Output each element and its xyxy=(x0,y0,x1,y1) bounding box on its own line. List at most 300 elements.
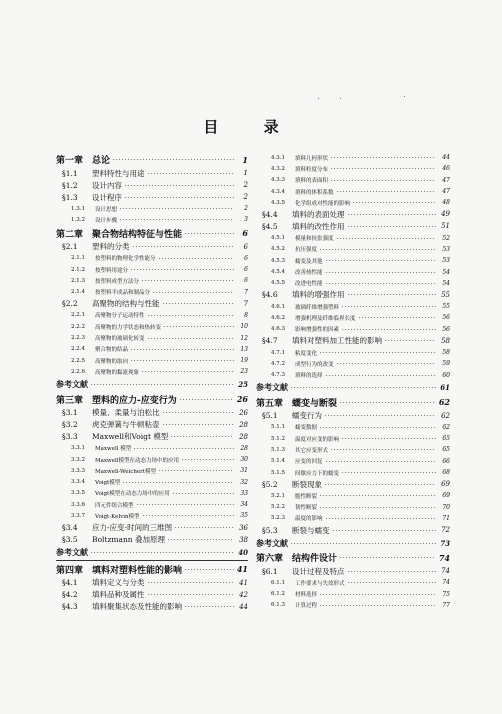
entry-title: 间歇应力下的蠕变 xyxy=(295,470,340,477)
entry-title: 塑料的应力-应变行为 xyxy=(92,395,177,406)
entry-page-number: 56 xyxy=(442,314,450,322)
entry-title: 总论 xyxy=(92,156,111,166)
dot-leader xyxy=(119,219,234,220)
toc-entry-sub xyxy=(256,266,450,277)
toc-entry-sub xyxy=(256,324,450,335)
toc-entry-section xyxy=(256,524,450,536)
entry-number: 4.7.1 xyxy=(271,349,285,356)
dot-leader xyxy=(290,387,436,388)
entry-number: 第三章 xyxy=(56,395,84,406)
entry-title: 温度的影响 xyxy=(295,516,323,523)
entry-title: 设计过程及特点 xyxy=(292,566,345,576)
entry-number: 4.3.2 xyxy=(271,165,285,172)
entry-page-number: 66 xyxy=(442,457,450,465)
entry-number: 4.5.5 xyxy=(271,280,285,287)
entry-page-number: 19 xyxy=(240,357,248,365)
entry-page-number: 65 xyxy=(442,435,450,443)
toc-entry-sub xyxy=(256,358,450,369)
dot-leader xyxy=(174,527,234,528)
toc-entry-sub xyxy=(256,163,450,174)
entry-title: Voigt模型在动态力场中的应用 xyxy=(95,491,170,498)
entry-page-number: 6 xyxy=(244,266,248,274)
toc-entry-sub xyxy=(256,513,450,524)
entry-title: 设计思想 xyxy=(95,206,118,213)
entry-title: 四元件组合模型 xyxy=(95,502,134,509)
entry-page-number: 42 xyxy=(239,590,248,599)
dot-leader xyxy=(158,470,234,471)
entry-title: 改善热性能 xyxy=(295,270,323,277)
entry-title: Voigt模型 xyxy=(95,480,121,487)
entry-page-number: 44 xyxy=(239,602,248,611)
dot-leader xyxy=(341,438,436,439)
dot-leader xyxy=(352,202,436,203)
entry-number: §3.5 xyxy=(62,535,78,545)
entry-title: 高聚物的力学状态和热转变 xyxy=(95,324,162,331)
entry-title: 蠕变与断裂 xyxy=(292,398,338,409)
toc-entry-sub xyxy=(256,490,450,501)
entry-page-number: 74 xyxy=(442,579,450,587)
toc-entry-chapter xyxy=(56,562,248,577)
dot-leader xyxy=(124,197,234,198)
entry-number: 4.3.4 xyxy=(271,188,285,195)
toc-entry-sub xyxy=(56,454,248,465)
entry-title: 填料的选择 xyxy=(295,373,323,380)
entry-title: 韧性断裂 xyxy=(295,505,318,512)
toc-entry-chapter xyxy=(256,395,450,410)
entry-number: 3.3.4 xyxy=(71,479,85,486)
entry-page-number: 59 xyxy=(442,360,450,368)
dot-leader xyxy=(90,384,234,385)
toc-entry-sub xyxy=(56,355,248,366)
entry-number: 2.2.1 xyxy=(71,312,85,319)
entry-title: 填料粒度分布 xyxy=(295,166,329,173)
toc-entry-sub xyxy=(256,369,450,380)
entry-title: 温度对应变的影响 xyxy=(295,436,340,443)
entry-page-number: 46 xyxy=(442,165,450,173)
entry-page-number: 7 xyxy=(244,288,248,296)
dot-leader xyxy=(133,448,234,449)
entry-number: §5.2 xyxy=(262,479,278,489)
dot-leader xyxy=(347,294,437,295)
dot-leader xyxy=(147,315,234,316)
dot-leader xyxy=(319,495,436,496)
toc-entry-sub xyxy=(56,344,248,355)
entry-number: 2.1.1 xyxy=(71,255,85,262)
entry-page-number: 23 xyxy=(240,368,248,376)
entry-title: 按塑料成型方法分 xyxy=(95,278,140,285)
toc-entry-sub xyxy=(56,499,248,510)
entry-number: §2.1 xyxy=(62,242,78,252)
toc-entry-sub xyxy=(256,244,450,255)
toc-entry-sub xyxy=(56,488,248,499)
entry-title: 应力-应变-时间的三维图 xyxy=(92,523,173,533)
dot-leader xyxy=(325,272,436,273)
toc-entry-sub xyxy=(256,301,450,312)
toc-entry-section xyxy=(56,534,248,546)
entry-page-number: 6 xyxy=(242,228,248,239)
entry-title: 填料对塑料加工性能的影响 xyxy=(292,336,382,346)
entry-page-number: 3 xyxy=(244,216,248,224)
entry-title: 聚合物结构特征与性能 xyxy=(92,229,183,240)
toc-entry-sub xyxy=(256,577,450,588)
entry-page-number: 49 xyxy=(441,210,450,219)
entry-number: §4.3 xyxy=(62,602,78,612)
toc-entry-chapter xyxy=(256,550,450,565)
entry-number: 6.1.2 xyxy=(271,591,285,598)
toc-entry-sub xyxy=(56,321,248,332)
page-title: 目 录 xyxy=(203,118,299,136)
entry-number: §4.1 xyxy=(62,578,78,588)
toc-entry-sub xyxy=(56,465,248,476)
entry-number: 3.3.5 xyxy=(71,490,85,497)
entry-page-number: 65 xyxy=(442,446,450,454)
entry-number: 4.5.1 xyxy=(271,235,285,242)
entry-page-number: 73 xyxy=(440,538,450,548)
toc-entry-section xyxy=(56,241,248,253)
toc-entry-refs xyxy=(56,378,248,392)
entry-page-number: 32 xyxy=(240,478,248,486)
toc-entry-section xyxy=(56,522,248,534)
dot-leader xyxy=(122,482,234,483)
entry-title: 高聚物的黏流现象 xyxy=(95,369,140,376)
toc-entry-sub xyxy=(256,422,450,433)
entry-page-number: 52 xyxy=(442,234,450,242)
entry-page-number: 25 xyxy=(238,380,248,390)
entry-number: 5.1.3 xyxy=(271,446,285,453)
entry-page-number: 35 xyxy=(240,512,248,520)
dot-leader xyxy=(325,283,436,284)
entry-title: 粘度变化 xyxy=(295,350,318,357)
toc-entry-sub xyxy=(256,152,450,163)
entry-number: 5.1.4 xyxy=(271,458,285,465)
dot-leader xyxy=(347,571,437,572)
toc-entry-sub xyxy=(256,278,450,289)
toc-entry-sub xyxy=(56,253,248,264)
dot-leader xyxy=(124,185,234,186)
dot-leader xyxy=(162,412,235,413)
entry-number: 第六章 xyxy=(256,554,284,565)
entry-title: 玻璃纤维增强塑料 xyxy=(295,304,340,311)
entry-title: 按塑料用途分 xyxy=(95,267,129,274)
entry-page-number: 56 xyxy=(442,325,450,333)
entry-title: 高聚物的取向 xyxy=(95,358,129,365)
entry-number: 5.1.1 xyxy=(271,424,285,431)
entry-page-number: 41 xyxy=(236,564,248,575)
entry-page-number: 54 xyxy=(442,279,450,287)
toc-entry-sub xyxy=(56,214,248,225)
dot-leader xyxy=(142,515,234,516)
entry-page-number: 8 xyxy=(244,311,248,319)
entry-page-number: 6 xyxy=(244,277,248,285)
entry-page-number: 70 xyxy=(442,503,450,511)
entry-page-number: 74 xyxy=(438,552,450,563)
toc-entry-sub xyxy=(256,232,450,243)
entry-page-number: 69 xyxy=(441,480,450,489)
entry-title: 按塑料半成品和制品分 xyxy=(95,290,151,297)
dot-leader xyxy=(319,249,436,250)
entry-title: 断裂现象 xyxy=(292,479,322,489)
toc-entry-sub xyxy=(256,600,450,611)
entry-number: 5.2.2 xyxy=(271,504,285,511)
dot-leader xyxy=(319,427,436,428)
entry-title: 化学组成对性能的影响 xyxy=(295,200,351,207)
dot-leader xyxy=(147,582,235,583)
entry-page-number: 58 xyxy=(441,336,450,345)
entry-title: 结构件设计 xyxy=(292,554,338,565)
toc-entry-section xyxy=(56,577,248,589)
toc-entry-refs xyxy=(56,546,248,561)
entry-number: 4.6.1 xyxy=(271,303,285,310)
entry-page-number: 38 xyxy=(239,535,248,544)
dot-leader xyxy=(112,159,234,160)
dot-leader xyxy=(347,582,436,583)
entry-number: §3.4 xyxy=(62,523,78,533)
entry-number: §1.3 xyxy=(62,192,78,202)
entry-title: 设计内容 xyxy=(92,180,122,190)
dot-leader xyxy=(147,173,235,174)
entry-page-number: 77 xyxy=(442,601,450,609)
entry-number: §4.4 xyxy=(262,209,278,219)
toc-entry-chapter xyxy=(56,226,248,241)
toc-entry-section xyxy=(56,179,248,191)
entry-number: 5.1.5 xyxy=(271,469,285,476)
dot-leader xyxy=(130,349,234,350)
dot-leader xyxy=(130,360,234,361)
entry-page-number: 47 xyxy=(442,176,450,184)
entry-page-number: 55 xyxy=(442,303,450,311)
toc-entry-section xyxy=(56,167,248,179)
entry-number: §1.1 xyxy=(62,168,78,178)
toc-entry-sub xyxy=(256,588,450,599)
dot-leader xyxy=(341,306,436,307)
entry-page-number: 36 xyxy=(239,523,248,532)
entry-number: 4.3.5 xyxy=(271,199,285,206)
entry-title: 改进电性能 xyxy=(295,281,323,288)
dot-leader xyxy=(184,606,234,607)
entry-number: 5.2.1 xyxy=(271,492,285,499)
dot-leader xyxy=(339,557,436,558)
entry-title: 影响增强性的因素 xyxy=(295,327,340,334)
entry-number: 第二章 xyxy=(56,229,84,240)
entry-page-number: 55 xyxy=(441,290,450,299)
entry-number: 4.5.2 xyxy=(271,246,285,253)
entry-number: §6.1 xyxy=(262,566,278,576)
dot-leader xyxy=(319,507,436,508)
entry-title: 蠕变行为 xyxy=(292,411,322,421)
entry-title: 工作要求与失效形式 xyxy=(295,580,345,587)
entry-title: 填料几何形状 xyxy=(295,155,329,162)
dot-leader xyxy=(341,329,436,330)
dot-leader xyxy=(336,363,436,364)
entry-page-number: 62 xyxy=(438,397,450,408)
entry-title: 填料定义与分类 xyxy=(92,578,145,588)
entry-title: 聚合物的结晶 xyxy=(95,347,129,354)
entry-number: 4.5.3 xyxy=(271,257,285,264)
dot-leader xyxy=(325,375,436,376)
toc-entry-chapter xyxy=(56,152,248,167)
toc-entry-sub xyxy=(256,467,450,478)
entry-title: 填料对塑料性能的影响 xyxy=(92,565,183,576)
dot-leader xyxy=(147,594,235,595)
toc-entry-sub xyxy=(256,255,450,266)
dot-leader xyxy=(339,402,436,403)
entry-title: 参考文献 xyxy=(256,382,288,393)
entry-number: §3.3 xyxy=(62,432,78,442)
dot-leader xyxy=(325,260,436,261)
entry-page-number: 2 xyxy=(243,181,248,189)
entry-title: 其它应变形式 xyxy=(295,447,329,454)
dot-leader xyxy=(136,504,234,505)
toc-entry-sub xyxy=(256,186,450,197)
entry-page-number: 31 xyxy=(240,467,248,475)
entry-title: 抗压强度 xyxy=(295,247,318,254)
entry-number: §1.2 xyxy=(62,180,78,190)
entry-title: 填料的改性作用 xyxy=(292,221,345,231)
dot-leader xyxy=(332,530,437,531)
entry-page-number: 28 xyxy=(240,444,248,452)
dot-leader xyxy=(325,461,436,462)
dot-leader xyxy=(162,303,235,304)
toc-entry-section xyxy=(256,335,450,347)
dot-leader xyxy=(152,292,234,293)
entry-page-number: 7 xyxy=(243,299,248,308)
toc-entry-section xyxy=(56,419,248,431)
toc-entry-sub xyxy=(56,310,248,321)
toc-entry-sub xyxy=(56,275,248,286)
dot-leader xyxy=(330,449,436,450)
entry-number: 3.3.6 xyxy=(71,501,85,508)
entry-page-number: 68 xyxy=(442,469,450,477)
entry-number: 3.3.3 xyxy=(71,467,85,474)
toc-entry-section xyxy=(56,589,248,601)
toc-entry-section xyxy=(56,431,248,443)
entry-page-number: 72 xyxy=(441,526,450,535)
entry-number: 第四章 xyxy=(56,565,84,576)
entry-page-number: 44 xyxy=(442,154,450,162)
entry-number: 3.3.1 xyxy=(71,445,85,452)
entry-number: 3.3.7 xyxy=(71,512,85,519)
entry-number: 1.3.1 xyxy=(71,205,85,212)
toc-entry-section xyxy=(256,478,450,490)
entry-number: §4.5 xyxy=(262,221,278,231)
toc-entry-sub xyxy=(256,502,450,513)
toc-entry-sub xyxy=(56,366,248,377)
entry-page-number: 53 xyxy=(442,257,450,265)
entry-number: §5.1 xyxy=(262,411,278,421)
entry-title: Boltzmann 叠加原理 xyxy=(92,535,166,545)
entry-number: 3.3.2 xyxy=(71,456,85,463)
entry-title: 计算过程 xyxy=(295,603,318,610)
toc-entry-section xyxy=(256,410,450,422)
entry-number: 1.3.2 xyxy=(71,216,85,223)
entry-number: §4.7 xyxy=(262,336,278,346)
entry-title: 高聚物分子运动特性 xyxy=(95,313,145,320)
toc-right-column xyxy=(256,152,450,611)
dot-leader xyxy=(141,280,234,281)
entry-number: 2.1.3 xyxy=(71,277,85,284)
entry-number: 6.1.3 xyxy=(271,602,285,609)
entry-title: 脆性断裂 xyxy=(295,493,318,500)
entry-page-number: 51 xyxy=(441,222,450,231)
dot-leader xyxy=(347,226,437,227)
entry-title: 填料的体积系数 xyxy=(295,189,334,196)
entry-page-number: 2 xyxy=(244,205,248,213)
entry-number: 4.7.3 xyxy=(271,372,285,379)
entry-page-number: 48 xyxy=(442,199,450,207)
entry-title: 虎克弹簧与牛顿粘壶 xyxy=(92,420,160,430)
dot-leader xyxy=(163,326,234,327)
entry-page-number: 60 xyxy=(442,371,450,379)
toc-entry-refs xyxy=(256,381,450,395)
entry-title: Maxwell 模型 xyxy=(95,446,132,453)
dot-leader xyxy=(384,340,436,341)
entry-number: 2.2.3 xyxy=(71,335,85,342)
toc-entry-sub xyxy=(56,203,248,214)
entry-page-number: 28 xyxy=(239,420,248,429)
entry-title: 参考文献 xyxy=(56,547,88,558)
entry-title: 填料的增强作用 xyxy=(292,290,345,300)
entry-number: 4.3.1 xyxy=(271,154,285,161)
dot-leader xyxy=(170,436,234,437)
entry-page-number: 75 xyxy=(442,590,450,598)
toc-entry-sub xyxy=(256,433,450,444)
dot-leader xyxy=(324,415,436,416)
dot-leader xyxy=(336,191,436,192)
entry-page-number: 41 xyxy=(239,578,248,587)
toc-entry-sub xyxy=(256,444,450,455)
entry-title: Maxwell-Weichert模型 xyxy=(95,468,156,475)
entry-number: §3.2 xyxy=(62,420,78,430)
entry-title: 材料选择 xyxy=(295,592,318,599)
dot-leader xyxy=(132,246,235,247)
dot-leader xyxy=(290,543,436,544)
scan-speck xyxy=(318,98,319,99)
entry-title: 按塑料的物理化学性能分 xyxy=(95,256,156,263)
entry-page-number: 58 xyxy=(442,349,450,356)
entry-page-number: 33 xyxy=(240,489,248,497)
toc-entry-sub xyxy=(56,510,248,521)
entry-title: 成型行为的改变 xyxy=(295,361,334,368)
entry-number: 2.2.2 xyxy=(71,323,85,330)
entry-page-number: 30 xyxy=(240,456,248,463)
toc-entry-sub xyxy=(56,476,248,487)
dot-leader xyxy=(341,472,436,473)
toc-left-column xyxy=(56,152,248,613)
entry-page-number: 13 xyxy=(240,345,248,353)
entry-number: 4.6.3 xyxy=(271,326,285,333)
entry-page-number: 62 xyxy=(441,411,450,420)
dot-leader xyxy=(319,352,436,353)
entry-title: 模量和抗张强度 xyxy=(295,236,334,243)
entry-page-number: 6 xyxy=(244,254,248,262)
entry-number: 4.6.2 xyxy=(271,314,285,321)
entry-number: 2.1.4 xyxy=(71,289,85,296)
dot-leader xyxy=(324,484,436,485)
entry-page-number: 53 xyxy=(442,245,450,253)
dot-leader xyxy=(347,214,437,215)
toc-entry-sub xyxy=(56,332,248,343)
entry-title: 参考文献 xyxy=(256,537,288,548)
scan-speck xyxy=(404,96,405,97)
dot-leader xyxy=(130,269,234,270)
toc-entry-sub xyxy=(256,456,450,467)
toc-entry-sub xyxy=(56,286,248,297)
entry-number: 2.2.5 xyxy=(71,357,85,364)
dot-leader xyxy=(181,459,234,460)
entry-number: 5.2.3 xyxy=(271,515,285,522)
entry-page-number: 40 xyxy=(238,548,248,558)
dot-leader xyxy=(167,539,234,540)
